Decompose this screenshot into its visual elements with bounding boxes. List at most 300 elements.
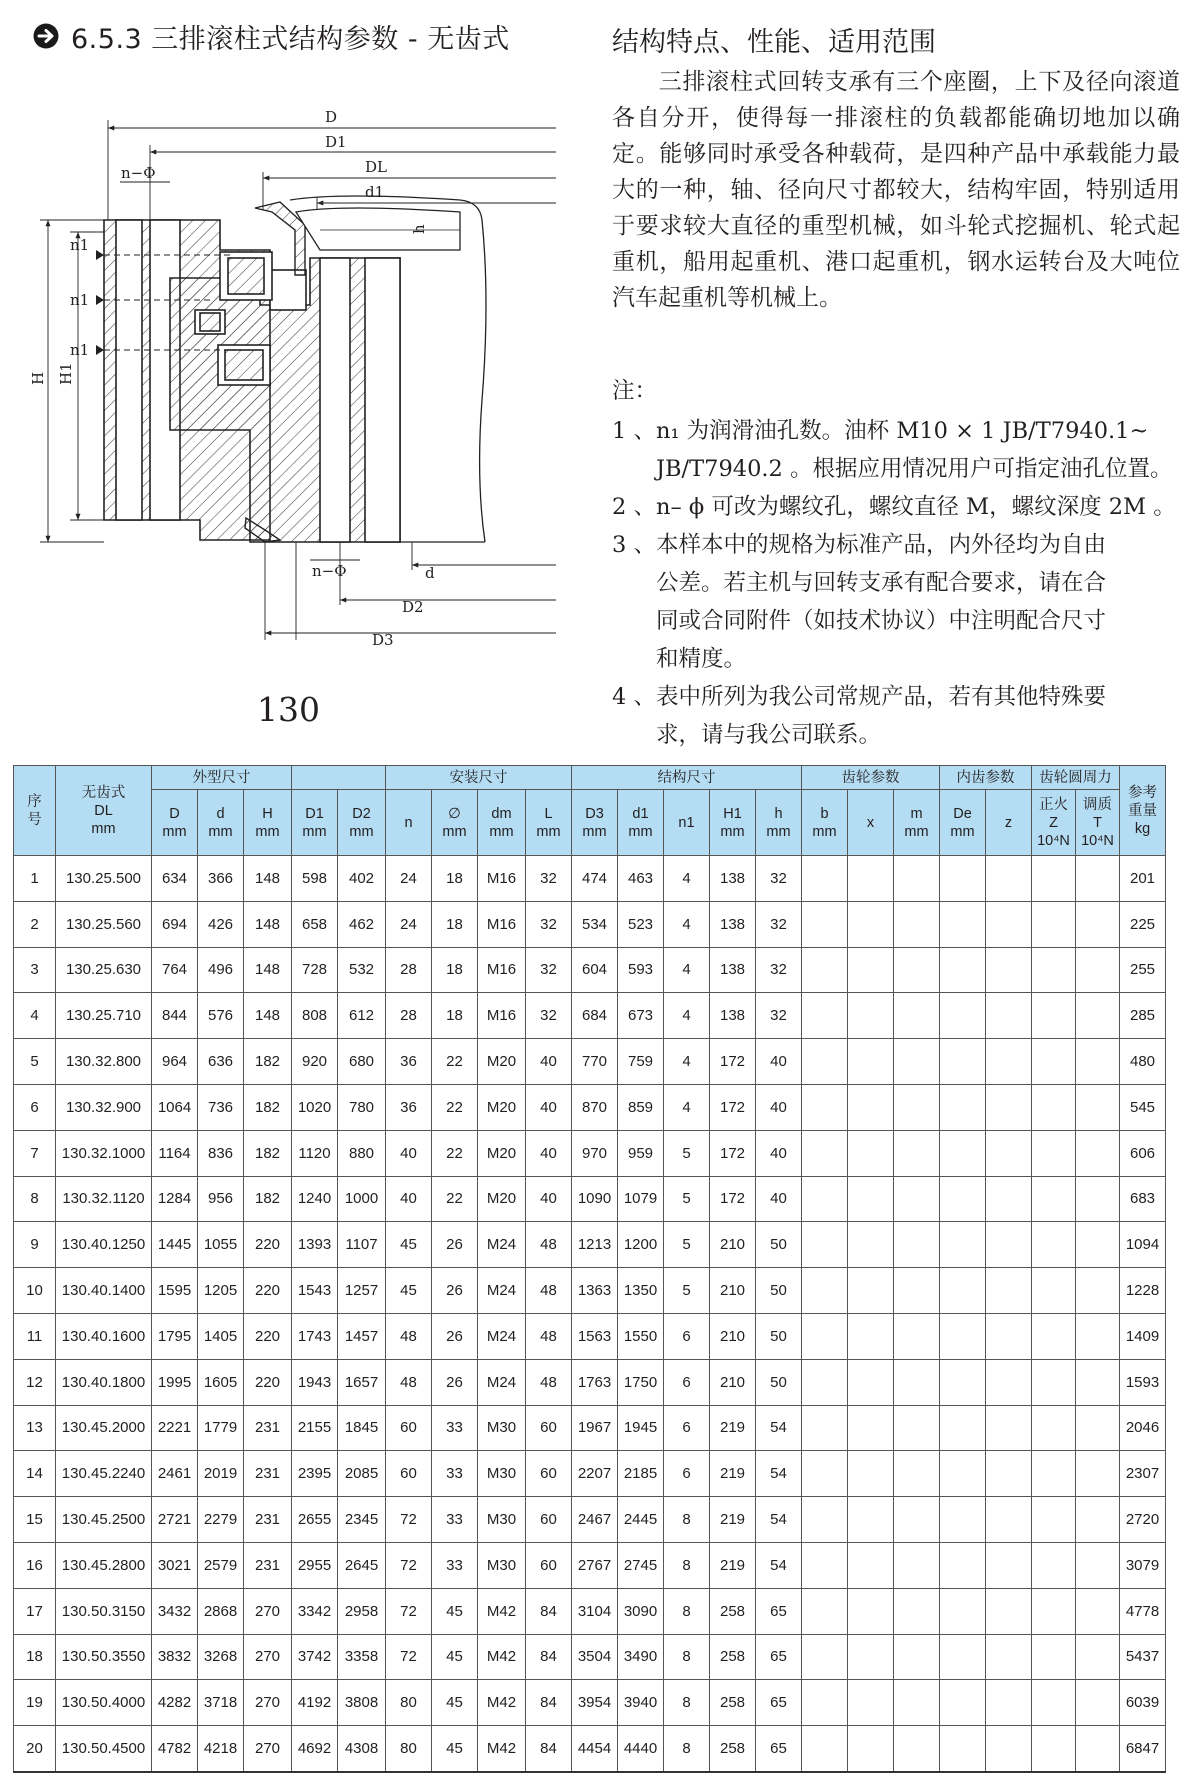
table-cell bbox=[848, 1405, 894, 1451]
note-text: 同或合同附件（如技术协议）中注明配合尺寸 bbox=[656, 608, 1107, 634]
table-cell: 13 bbox=[14, 1405, 56, 1451]
table-cell: 3079 bbox=[1120, 1542, 1166, 1588]
table-cell bbox=[940, 993, 986, 1039]
label-n1-c: n1 bbox=[70, 341, 90, 359]
table-cell bbox=[1032, 1084, 1076, 1130]
table-cell: 1750 bbox=[618, 1359, 664, 1405]
table-cell: 534 bbox=[572, 901, 618, 947]
table-cell bbox=[940, 1176, 986, 1222]
table-cell bbox=[986, 901, 1032, 947]
table-cell: 40 bbox=[526, 1039, 572, 1085]
table-cell bbox=[894, 1451, 940, 1497]
table-cell bbox=[802, 1313, 848, 1359]
table-cell: 130.32.1000 bbox=[56, 1130, 152, 1176]
table-cell bbox=[1076, 1405, 1120, 1451]
table-cell bbox=[986, 1359, 1032, 1405]
table-cell: M30 bbox=[478, 1542, 526, 1588]
table-cell: 172 bbox=[710, 1176, 756, 1222]
table-cell bbox=[940, 1451, 986, 1497]
table-cell: 201 bbox=[1120, 856, 1166, 902]
header-z: 正火 Z 10⁴N bbox=[1032, 790, 1076, 856]
table-cell: 130.50.4500 bbox=[56, 1726, 152, 1772]
table-cell: 84 bbox=[526, 1634, 572, 1680]
table-cell: 130.40.1800 bbox=[56, 1359, 152, 1405]
table-cell bbox=[1032, 1497, 1076, 1543]
table-cell: 60 bbox=[386, 1451, 432, 1497]
table-cell: 32 bbox=[756, 947, 802, 993]
table-cell: 258 bbox=[710, 1680, 756, 1726]
table-cell: 759 bbox=[618, 1039, 664, 1085]
table-cell: 4282 bbox=[152, 1680, 198, 1726]
table-cell: 8 bbox=[664, 1680, 710, 1726]
table-cell: 210 bbox=[710, 1313, 756, 1359]
table-cell: 130.50.3150 bbox=[56, 1588, 152, 1634]
table-cell: 1363 bbox=[572, 1268, 618, 1314]
table-cell bbox=[986, 1039, 1032, 1085]
table-cell: 1657 bbox=[338, 1359, 386, 1405]
table-row bbox=[14, 1588, 1166, 1634]
table-cell: 138 bbox=[710, 901, 756, 947]
table-cell: 2155 bbox=[292, 1405, 338, 1451]
table-cell bbox=[986, 1130, 1032, 1176]
table-row bbox=[14, 993, 1166, 1039]
table-cell: 836 bbox=[198, 1130, 244, 1176]
header-dm: dm mm bbox=[478, 790, 526, 856]
table-cell: 6 bbox=[664, 1405, 710, 1451]
table-cell: 964 bbox=[152, 1039, 198, 1085]
table-cell: M24 bbox=[478, 1222, 526, 1268]
table-cell bbox=[848, 1359, 894, 1405]
table-cell bbox=[848, 1222, 894, 1268]
table-cell: 1563 bbox=[572, 1313, 618, 1359]
table-cell: 1409 bbox=[1120, 1313, 1166, 1359]
table-cell bbox=[802, 856, 848, 902]
table-cell bbox=[894, 1084, 940, 1130]
table-cell: 65 bbox=[756, 1680, 802, 1726]
table-cell bbox=[940, 1130, 986, 1176]
label-H: H bbox=[29, 371, 47, 385]
features-heading: 结构特点、性能、适用范围 bbox=[612, 27, 936, 58]
header-n1: n1 bbox=[664, 790, 710, 856]
table-cell bbox=[848, 1451, 894, 1497]
table-cell: 683 bbox=[1120, 1176, 1166, 1222]
table-cell: 220 bbox=[244, 1268, 292, 1314]
table-cell bbox=[848, 1680, 894, 1726]
table-cell: 3268 bbox=[198, 1634, 244, 1680]
table-cell: 1943 bbox=[292, 1359, 338, 1405]
table-cell: 72 bbox=[386, 1497, 432, 1543]
table-cell: 463 bbox=[618, 856, 664, 902]
table-cell: 182 bbox=[244, 1130, 292, 1176]
table-cell bbox=[802, 1359, 848, 1405]
table-cell: 1967 bbox=[572, 1405, 618, 1451]
note-text: 和精度。 bbox=[656, 646, 747, 672]
table-cell: 1164 bbox=[152, 1130, 198, 1176]
table-cell bbox=[940, 856, 986, 902]
table-cell: M42 bbox=[478, 1634, 526, 1680]
table-cell bbox=[1032, 1634, 1076, 1680]
spec-table-subhead bbox=[14, 790, 1166, 856]
table-cell bbox=[1076, 1222, 1120, 1268]
table-cell bbox=[986, 1268, 1032, 1314]
table-cell: 1763 bbox=[572, 1359, 618, 1405]
table-cell bbox=[1032, 1268, 1076, 1314]
table-cell: 1020 bbox=[292, 1084, 338, 1130]
table-cell: M42 bbox=[478, 1588, 526, 1634]
table-cell: 50 bbox=[756, 1313, 802, 1359]
table-cell: 8 bbox=[664, 1726, 710, 1772]
table-cell: 26 bbox=[432, 1222, 478, 1268]
header-l: L mm bbox=[526, 790, 572, 856]
table-cell: M24 bbox=[478, 1268, 526, 1314]
note-number: 4 、 bbox=[612, 684, 656, 710]
table-cell: 1 bbox=[14, 856, 56, 902]
table-cell: M20 bbox=[478, 1084, 526, 1130]
table-cell bbox=[1032, 856, 1076, 902]
table-cell: 24 bbox=[386, 901, 432, 947]
table-cell bbox=[940, 1726, 986, 1772]
table-cell bbox=[894, 1497, 940, 1543]
table-cell: 270 bbox=[244, 1588, 292, 1634]
table-cell bbox=[894, 1680, 940, 1726]
table-cell: 2085 bbox=[338, 1451, 386, 1497]
table-cell: 270 bbox=[244, 1680, 292, 1726]
table-cell: 920 bbox=[292, 1039, 338, 1085]
table-cell: 48 bbox=[386, 1313, 432, 1359]
table-cell: 4 bbox=[664, 1084, 710, 1130]
table-cell: 598 bbox=[292, 856, 338, 902]
table-cell: 148 bbox=[244, 901, 292, 947]
table-cell: 130.45.2000 bbox=[56, 1405, 152, 1451]
table-cell: 130.50.3550 bbox=[56, 1634, 152, 1680]
table-cell: 219 bbox=[710, 1497, 756, 1543]
table-cell bbox=[802, 1451, 848, 1497]
table-cell: 4778 bbox=[1120, 1588, 1166, 1634]
label-n1-b: n1 bbox=[70, 291, 90, 309]
table-cell bbox=[940, 1405, 986, 1451]
table-cell bbox=[802, 1680, 848, 1726]
group-outer: 外型尺寸 bbox=[152, 766, 292, 790]
table-cell bbox=[940, 1680, 986, 1726]
table-cell: 11 bbox=[14, 1313, 56, 1359]
table-cell: 4 bbox=[664, 947, 710, 993]
table-cell: 48 bbox=[526, 1222, 572, 1268]
table-cell: M20 bbox=[478, 1039, 526, 1085]
table-cell bbox=[848, 901, 894, 947]
table-cell: 24 bbox=[386, 856, 432, 902]
header-h1: H1 mm bbox=[710, 790, 756, 856]
table-cell bbox=[1032, 1588, 1076, 1634]
table-cell: 959 bbox=[618, 1130, 664, 1176]
table-cell: 22 bbox=[432, 1084, 478, 1130]
table-cell: 148 bbox=[244, 947, 292, 993]
table-cell: 130.45.2800 bbox=[56, 1542, 152, 1588]
table-cell: 33 bbox=[432, 1497, 478, 1543]
table-cell: 808 bbox=[292, 993, 338, 1039]
table-cell: 231 bbox=[244, 1405, 292, 1451]
table-cell: 32 bbox=[526, 856, 572, 902]
table-cell: 8 bbox=[664, 1634, 710, 1680]
table-cell bbox=[848, 1130, 894, 1176]
note-line bbox=[612, 716, 1192, 754]
table-cell bbox=[1076, 901, 1120, 947]
table-cell: 84 bbox=[526, 1726, 572, 1772]
table-cell: 36 bbox=[386, 1084, 432, 1130]
header-seq: 序 号 bbox=[14, 766, 56, 856]
table-row bbox=[14, 1497, 1166, 1543]
table-cell bbox=[894, 1726, 940, 1772]
table-cell: 172 bbox=[710, 1130, 756, 1176]
table-row bbox=[14, 901, 1166, 947]
table-cell: 130.25.500 bbox=[56, 856, 152, 902]
table-cell: 4 bbox=[664, 856, 710, 902]
table-cell bbox=[894, 1268, 940, 1314]
table-cell bbox=[986, 1497, 1032, 1543]
note-text: 表中所列为我公司常规产品，若有其他特殊要 bbox=[656, 684, 1107, 710]
table-cell: 45 bbox=[432, 1680, 478, 1726]
header-d3: D3 mm bbox=[572, 790, 618, 856]
table-cell: 220 bbox=[244, 1359, 292, 1405]
table-cell: 130.45.2240 bbox=[56, 1451, 152, 1497]
table-cell bbox=[940, 947, 986, 993]
note-line bbox=[612, 488, 1192, 526]
table-cell bbox=[986, 856, 1032, 902]
table-cell bbox=[848, 1176, 894, 1222]
table-cell: 138 bbox=[710, 993, 756, 1039]
table-cell: 80 bbox=[386, 1726, 432, 1772]
table-cell bbox=[940, 1313, 986, 1359]
table-cell: 1550 bbox=[618, 1313, 664, 1359]
table-cell: 18 bbox=[432, 856, 478, 902]
table-cell: 366 bbox=[198, 856, 244, 902]
table-row bbox=[14, 947, 1166, 993]
table-cell: 72 bbox=[386, 1588, 432, 1634]
table-cell: 33 bbox=[432, 1405, 478, 1451]
table-cell bbox=[940, 1039, 986, 1085]
table-cell bbox=[802, 1405, 848, 1451]
table-cell: 60 bbox=[386, 1405, 432, 1451]
note-number bbox=[612, 602, 656, 640]
note-line bbox=[612, 450, 1192, 488]
table-cell: 532 bbox=[338, 947, 386, 993]
header-d2: D2 mm bbox=[338, 790, 386, 856]
table-cell bbox=[848, 947, 894, 993]
header-dl: 无齿式 DL mm bbox=[56, 766, 152, 856]
table-cell: 50 bbox=[756, 1268, 802, 1314]
table-cell: 4 bbox=[664, 1039, 710, 1085]
table-cell bbox=[940, 1222, 986, 1268]
table-cell: 33 bbox=[432, 1542, 478, 1588]
table-cell bbox=[1076, 1084, 1120, 1130]
note-number bbox=[612, 716, 656, 754]
table-cell bbox=[802, 1497, 848, 1543]
table-cell bbox=[1076, 1680, 1120, 1726]
table-cell: 72 bbox=[386, 1634, 432, 1680]
table-cell: 130.32.1120 bbox=[56, 1176, 152, 1222]
label-DL: DL bbox=[365, 158, 387, 176]
label-D2: D2 bbox=[402, 598, 424, 616]
table-cell: 1945 bbox=[618, 1405, 664, 1451]
table-cell bbox=[894, 1039, 940, 1085]
table-cell: 219 bbox=[710, 1405, 756, 1451]
table-cell bbox=[1076, 1542, 1120, 1588]
table-cell bbox=[1076, 1130, 1120, 1176]
table-cell bbox=[894, 901, 940, 947]
table-cell: 402 bbox=[338, 856, 386, 902]
table-cell bbox=[940, 1359, 986, 1405]
table-cell: M30 bbox=[478, 1497, 526, 1543]
table-cell: M30 bbox=[478, 1451, 526, 1497]
header-z: z bbox=[986, 790, 1032, 856]
table-cell: 1457 bbox=[338, 1313, 386, 1359]
table-cell bbox=[894, 1359, 940, 1405]
table-cell: 1120 bbox=[292, 1130, 338, 1176]
table-cell: 5 bbox=[664, 1222, 710, 1268]
table-cell: 3718 bbox=[198, 1680, 244, 1726]
table-cell: 1107 bbox=[338, 1222, 386, 1268]
note-text: 求，请与我公司联系。 bbox=[656, 722, 882, 748]
table-cell: M24 bbox=[478, 1359, 526, 1405]
table-cell bbox=[986, 1634, 1032, 1680]
header-t: 调质 T 10⁴N bbox=[1076, 790, 1120, 856]
table-cell: 22 bbox=[432, 1039, 478, 1085]
table-cell: 285 bbox=[1120, 993, 1166, 1039]
table-cell bbox=[940, 1084, 986, 1130]
table-cell bbox=[986, 947, 1032, 993]
table-cell: 54 bbox=[756, 1542, 802, 1588]
table-cell: 33 bbox=[432, 1451, 478, 1497]
table-cell: 210 bbox=[710, 1268, 756, 1314]
table-cell bbox=[1032, 1405, 1076, 1451]
label-h: h bbox=[410, 224, 428, 234]
table-cell bbox=[1076, 1497, 1120, 1543]
table-cell bbox=[986, 1084, 1032, 1130]
note-line bbox=[612, 602, 1192, 640]
note-line bbox=[612, 526, 1192, 564]
table-cell: 2 bbox=[14, 901, 56, 947]
table-cell: 219 bbox=[710, 1542, 756, 1588]
table-cell: 4308 bbox=[338, 1726, 386, 1772]
table-cell bbox=[1076, 1634, 1120, 1680]
table-cell: 1605 bbox=[198, 1359, 244, 1405]
table-cell: 50 bbox=[756, 1222, 802, 1268]
table-cell: 680 bbox=[338, 1039, 386, 1085]
table-cell: 523 bbox=[618, 901, 664, 947]
table-cell: M20 bbox=[478, 1130, 526, 1176]
table-cell bbox=[802, 1039, 848, 1085]
table-cell: 60 bbox=[526, 1405, 572, 1451]
table-cell bbox=[986, 1313, 1032, 1359]
table-cell: 45 bbox=[432, 1726, 478, 1772]
header-n: n bbox=[386, 790, 432, 856]
table-cell bbox=[986, 1222, 1032, 1268]
table-cell: 28 bbox=[386, 947, 432, 993]
table-cell: 545 bbox=[1120, 1084, 1166, 1130]
table-cell: 1079 bbox=[618, 1176, 664, 1222]
table-cell bbox=[848, 1726, 894, 1772]
spec-table-head bbox=[14, 766, 1166, 856]
table-cell: 22 bbox=[432, 1130, 478, 1176]
table-cell: 4440 bbox=[618, 1726, 664, 1772]
table-cell: 18 bbox=[432, 993, 478, 1039]
table-cell: 1593 bbox=[1120, 1359, 1166, 1405]
table-row bbox=[14, 1451, 1166, 1497]
notes-title: 注： bbox=[612, 378, 658, 404]
table-cell: 3358 bbox=[338, 1634, 386, 1680]
table-cell: M30 bbox=[478, 1405, 526, 1451]
table-cell: 2958 bbox=[338, 1588, 386, 1634]
table-cell: 1350 bbox=[618, 1268, 664, 1314]
table-cell: 2745 bbox=[618, 1542, 664, 1588]
table-cell: 1393 bbox=[292, 1222, 338, 1268]
table-cell bbox=[1076, 1451, 1120, 1497]
table-cell: 2720 bbox=[1120, 1497, 1166, 1543]
table-cell bbox=[848, 1588, 894, 1634]
table-cell: 2207 bbox=[572, 1451, 618, 1497]
table-cell: 1000 bbox=[338, 1176, 386, 1222]
table-cell bbox=[848, 856, 894, 902]
note-text: 本样本中的规格为标准产品，内外径均为自由 bbox=[656, 532, 1107, 558]
table-cell bbox=[1032, 901, 1076, 947]
table-cell: 2345 bbox=[338, 1497, 386, 1543]
table-cell: 80 bbox=[386, 1680, 432, 1726]
table-cell bbox=[940, 1542, 986, 1588]
table-cell: 40 bbox=[756, 1039, 802, 1085]
table-cell bbox=[940, 901, 986, 947]
description-text: 三排滚柱式回转支承有三个座圈，上下及径向滚道各自分开，使得每一排滚柱的负载都能确切地加以确定。能够同时承受各种载荷，是四种产品中承载能力最大的一种，轴、径向尺寸都较大，结构牢固，特别适用于要求较大直径的重型机械，如斗轮式挖掘机、轮式起重机，船用起重机、港口起重机，钢水运转台及大吨位汽车起重机等机械上。 bbox=[612, 69, 1180, 311]
table-cell: 1405 bbox=[198, 1313, 244, 1359]
group-outer-blank bbox=[292, 766, 386, 790]
label-n-phi-bottom: n−Φ bbox=[312, 562, 347, 580]
table-row bbox=[14, 1313, 1166, 1359]
table-cell: 54 bbox=[756, 1405, 802, 1451]
table-cell: 18 bbox=[14, 1634, 56, 1680]
table-cell: 2221 bbox=[152, 1405, 198, 1451]
note-number bbox=[612, 450, 656, 488]
header-b: b mm bbox=[802, 790, 848, 856]
label-D: D bbox=[325, 108, 338, 126]
notes-block bbox=[612, 372, 1192, 754]
table-cell: 65 bbox=[756, 1726, 802, 1772]
table-cell: 5 bbox=[664, 1268, 710, 1314]
table-cell: 4 bbox=[14, 993, 56, 1039]
table-cell: 16 bbox=[14, 1542, 56, 1588]
table-cell: 45 bbox=[432, 1634, 478, 1680]
table-cell: 22 bbox=[432, 1176, 478, 1222]
group-gear-force: 齿轮圆周力 bbox=[1032, 766, 1120, 790]
table-cell: 4782 bbox=[152, 1726, 198, 1772]
table-cell bbox=[1076, 1268, 1120, 1314]
table-cell: 225 bbox=[1120, 901, 1166, 947]
table-cell: 40 bbox=[386, 1176, 432, 1222]
table-cell: 2461 bbox=[152, 1451, 198, 1497]
table-cell: 1795 bbox=[152, 1313, 198, 1359]
table-cell: 40 bbox=[756, 1084, 802, 1130]
table-cell: 32 bbox=[526, 947, 572, 993]
table-cell: 270 bbox=[244, 1726, 292, 1772]
table-cell: 130.25.630 bbox=[56, 947, 152, 993]
table-cell: 17 bbox=[14, 1588, 56, 1634]
table-cell: 231 bbox=[244, 1497, 292, 1543]
table-cell: 6 bbox=[664, 1313, 710, 1359]
table-cell bbox=[940, 1634, 986, 1680]
table-cell bbox=[894, 1313, 940, 1359]
table-cell: M16 bbox=[478, 856, 526, 902]
table-cell: 54 bbox=[756, 1451, 802, 1497]
table-cell: 5 bbox=[664, 1130, 710, 1176]
table-cell bbox=[1076, 1588, 1120, 1634]
table-cell: 6039 bbox=[1120, 1680, 1166, 1726]
